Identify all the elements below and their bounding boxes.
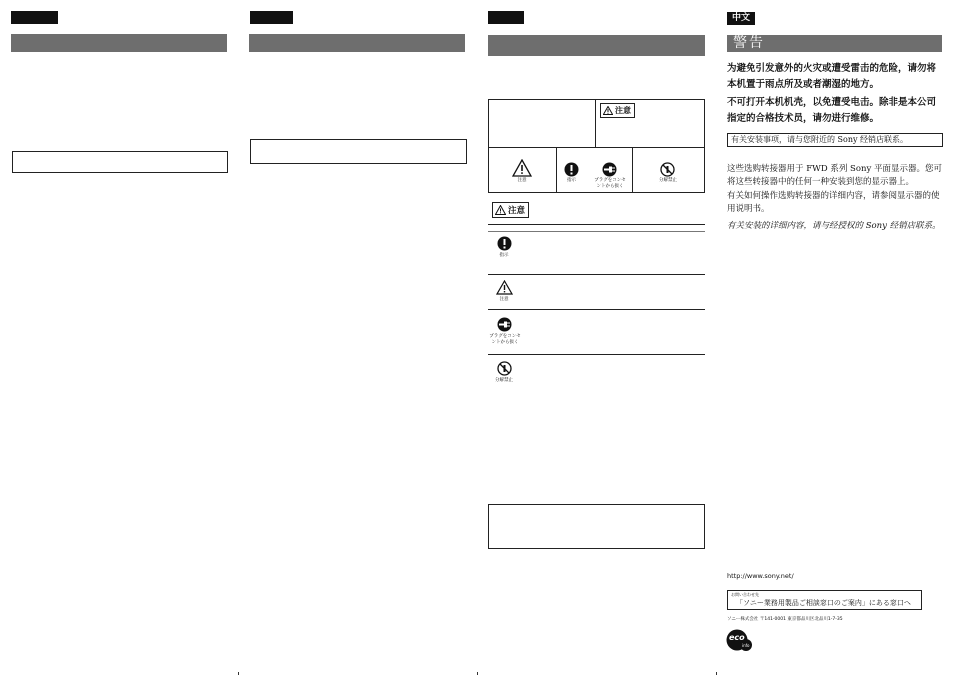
icon-label-no-disassembly: 分解禁止 xyxy=(659,178,677,183)
language-tab-col2 xyxy=(250,11,293,24)
eco-label: eco xyxy=(729,633,745,642)
heading-bar-col2 xyxy=(249,34,465,52)
instruction-exclamation-icon xyxy=(564,162,579,177)
caution-label-section xyxy=(492,202,529,218)
notice-box-col3 xyxy=(488,504,705,549)
section-rule-4 xyxy=(488,354,705,355)
warning-table-vdiv-2 xyxy=(632,147,633,193)
section-rule-3 xyxy=(488,309,705,310)
row-label-caution: 注意 xyxy=(499,297,509,302)
language-tab-chinese: 中文 xyxy=(727,12,755,25)
row-label-no-disassembly: 分解禁止 xyxy=(495,378,513,383)
jp-contact-small-text: お問い合わせ先 xyxy=(731,592,759,597)
row-label-instruction: 指示 xyxy=(499,253,509,258)
eco-info-icon xyxy=(726,628,753,653)
adapter-paragraph-3: 有关安装的详细内容，请与经授权的 Sony 经销店联系。 xyxy=(727,221,941,231)
warning-table-hdiv xyxy=(488,147,705,148)
section-rule-2 xyxy=(488,274,705,275)
unplug-icon xyxy=(602,162,617,177)
row-label-unplug: プラグをコンセントから抜く xyxy=(489,334,521,345)
adapter-paragraph-1: 这些选购转接器用于 FWD 系列 Sony 平面显示器。您可将这些转接器中的任何一种安装到您的显示器上。 xyxy=(727,164,942,187)
warning-table-vdiv-top xyxy=(595,99,596,147)
notice-box-col2 xyxy=(250,139,467,164)
no-disassembly-icon xyxy=(497,361,512,376)
caution-label-text: 注意 xyxy=(615,106,631,115)
warning-table-vdiv-1 xyxy=(556,147,557,193)
eco-sub-label: info xyxy=(742,643,750,648)
caution-triangle-icon xyxy=(512,159,532,177)
no-disassembly-icon xyxy=(660,162,675,177)
warning-heading: 警告 xyxy=(727,35,942,52)
caution-triangle-icon xyxy=(603,106,613,115)
adapter-paragraph-2: 有关如何操作选购转接器的详细内容，请参阅显示器的使用说明书。 xyxy=(727,191,940,214)
section-rule-1b xyxy=(488,231,705,232)
sony-url: http://www.sony.net/ xyxy=(727,572,794,580)
caution-label-top xyxy=(600,103,635,118)
caution-label-text: 注意 xyxy=(508,206,526,216)
installation-notice-box: 有关安装事项，请与您附近的 Sony 经销店联系。 xyxy=(727,133,943,147)
icon-label-caution: 注意 xyxy=(517,178,527,183)
language-tab-col1 xyxy=(11,11,58,24)
language-tab-col3 xyxy=(488,11,524,24)
heading-bar-col1 xyxy=(11,34,227,52)
icon-label-unplug: プラグをコンセントから抜く xyxy=(594,178,626,189)
icon-label-instruction: 指示 xyxy=(567,178,576,183)
caution-triangle-icon xyxy=(495,205,506,215)
warning-paragraph-2: 不可打开本机机壳，以免遭受电击。除非是本公司指定的合格技术员，请勿进行维修。 xyxy=(727,97,937,124)
jp-contact-big-text: 「ソニー業務用製品ご相談窓口のご案内」にある窓口へ xyxy=(736,599,911,607)
unplug-icon xyxy=(497,317,512,332)
heading-bar-col3 xyxy=(488,35,705,56)
jp-company-text: ソニー株式会社 〒141-0001 東京都品川区北品川1-7-35 xyxy=(727,617,843,622)
section-rule-1 xyxy=(488,224,705,225)
caution-triangle-icon xyxy=(496,280,513,295)
warning-paragraph-1: 为避免引发意外的火灾或遭受雷击的危险，请勿将本机置于雨点所及或者潮湿的地方。 xyxy=(727,63,937,90)
notice-box-col1 xyxy=(12,151,228,173)
instruction-exclamation-icon xyxy=(497,236,512,251)
